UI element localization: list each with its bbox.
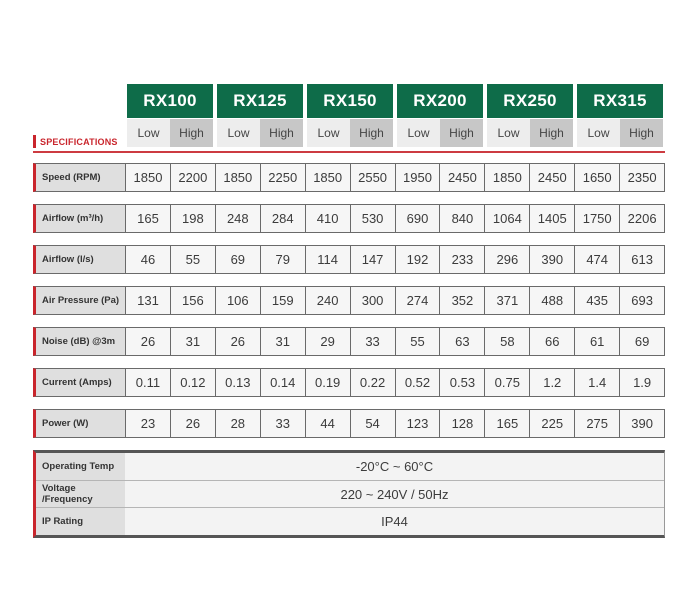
value-cell: 1950 <box>395 164 440 191</box>
value-cell: 46 <box>125 246 170 273</box>
value-cell: 613 <box>619 246 664 273</box>
value-cell: 28 <box>215 410 260 437</box>
value-cell: 300 <box>350 287 395 314</box>
value-cell: 156 <box>170 287 215 314</box>
footer-row <box>36 508 664 535</box>
value-cell: 1.9 <box>619 369 664 396</box>
value-cell: 54 <box>350 410 395 437</box>
value-cell: 1850 <box>484 164 529 191</box>
value-cell: 0.14 <box>260 369 305 396</box>
row-label: Noise (dB) @3m <box>36 328 125 355</box>
value-cell: 58 <box>484 328 529 355</box>
footer-row-label: Voltage /Frequency <box>36 481 125 508</box>
value-cell: 435 <box>574 287 619 314</box>
value-cell: 106 <box>215 287 260 314</box>
value-cell: 390 <box>529 246 574 273</box>
value-cell: 165 <box>484 410 529 437</box>
value-cell: 1850 <box>305 164 350 191</box>
value-cell: 2206 <box>619 205 664 232</box>
specifications-title <box>33 134 118 149</box>
low-high-group-rx100 <box>125 119 215 147</box>
value-cell: 233 <box>439 246 484 273</box>
value-cell: 147 <box>350 246 395 273</box>
low-header: Low <box>127 119 170 147</box>
value-cell: 410 <box>305 205 350 232</box>
model-header-rx125 <box>215 84 305 118</box>
low-high-group-rx150 <box>305 119 395 147</box>
value-cell: 55 <box>170 246 215 273</box>
spec-row <box>33 286 665 315</box>
value-cell: 390 <box>619 410 664 437</box>
value-cell: 690 <box>395 205 440 232</box>
value-cell: 296 <box>484 246 529 273</box>
model-label: RX200 <box>397 84 483 118</box>
value-cell: 33 <box>260 410 305 437</box>
model-label: RX125 <box>217 84 303 118</box>
value-cell: 26 <box>215 328 260 355</box>
value-cell: 274 <box>395 287 440 314</box>
low-header: Low <box>307 119 350 147</box>
model-header-rx200 <box>395 84 485 118</box>
value-cell: 2250 <box>260 164 305 191</box>
value-cell: 488 <box>529 287 574 314</box>
low-high-row <box>125 119 665 147</box>
model-header-rx250 <box>485 84 575 118</box>
value-cell: 2350 <box>619 164 664 191</box>
value-cell: 240 <box>305 287 350 314</box>
value-cell: 530 <box>350 205 395 232</box>
model-header-rx150 <box>305 84 395 118</box>
value-cell: 0.13 <box>215 369 260 396</box>
low-header: Low <box>577 119 620 147</box>
spec-row <box>33 245 665 274</box>
low-high-group-rx200 <box>395 119 485 147</box>
value-cell: 371 <box>484 287 529 314</box>
high-header: High <box>350 119 393 147</box>
value-cell: 1.2 <box>529 369 574 396</box>
value-cell: 55 <box>395 328 440 355</box>
spec-row <box>33 204 665 233</box>
value-cell: 165 <box>125 205 170 232</box>
value-cell: 0.52 <box>395 369 440 396</box>
footer-row-label: IP Rating <box>36 508 125 535</box>
value-cell: 0.75 <box>484 369 529 396</box>
value-cell: 1405 <box>529 205 574 232</box>
value-cell: 31 <box>260 328 305 355</box>
low-high-group-rx125 <box>215 119 305 147</box>
value-cell: 198 <box>170 205 215 232</box>
high-header: High <box>530 119 573 147</box>
value-cell: 225 <box>529 410 574 437</box>
value-cell: 284 <box>260 205 305 232</box>
red-accent-bar <box>33 135 36 148</box>
value-cell: 128 <box>439 410 484 437</box>
row-label: Air Pressure (Pa) <box>36 287 125 314</box>
value-cell: 2450 <box>529 164 574 191</box>
low-header: Low <box>397 119 440 147</box>
row-label: Airflow (m³/h) <box>36 205 125 232</box>
value-cell: 79 <box>260 246 305 273</box>
value-cell: 275 <box>574 410 619 437</box>
value-cell: 69 <box>619 328 664 355</box>
footer-row <box>36 481 664 509</box>
footer-row-value: 220 ~ 240V / 50Hz <box>125 481 664 508</box>
low-high-group-rx315 <box>575 119 665 147</box>
model-header-rx315 <box>575 84 665 118</box>
value-cell: 69 <box>215 246 260 273</box>
row-label: Speed (RPM) <box>36 164 125 191</box>
value-cell: 33 <box>350 328 395 355</box>
high-header: High <box>620 119 663 147</box>
row-label: Power (W) <box>36 410 125 437</box>
model-header-row <box>125 84 665 118</box>
model-label: RX315 <box>577 84 663 118</box>
low-header: Low <box>217 119 260 147</box>
model-label: RX150 <box>307 84 393 118</box>
general-specs-block <box>33 450 665 538</box>
value-cell: 0.12 <box>170 369 215 396</box>
low-header: Low <box>487 119 530 147</box>
value-cell: 1064 <box>484 205 529 232</box>
value-cell: 0.22 <box>350 369 395 396</box>
high-header: High <box>440 119 483 147</box>
value-cell: 66 <box>529 328 574 355</box>
red-underline <box>33 151 665 153</box>
spec-row <box>33 409 665 438</box>
value-cell: 26 <box>125 328 170 355</box>
spec-row <box>33 327 665 356</box>
value-cell: 0.19 <box>305 369 350 396</box>
value-cell: 2200 <box>170 164 215 191</box>
value-cell: 1650 <box>574 164 619 191</box>
value-cell: 114 <box>305 246 350 273</box>
model-label: RX100 <box>127 84 213 118</box>
specifications-label: SPECIFICATIONS <box>40 136 118 147</box>
footer-row <box>36 453 664 481</box>
model-label: RX250 <box>487 84 573 118</box>
model-header-rx100 <box>125 84 215 118</box>
row-label: Airflow (l/s) <box>36 246 125 273</box>
value-cell: 0.11 <box>125 369 170 396</box>
footer-row-label: Operating Temp <box>36 453 125 480</box>
footer-row-value: -20°C ~ 60°C <box>125 453 664 480</box>
value-cell: 123 <box>395 410 440 437</box>
spec-row <box>33 368 665 397</box>
value-cell: 248 <box>215 205 260 232</box>
value-cell: 159 <box>260 287 305 314</box>
value-cell: 1.4 <box>574 369 619 396</box>
high-header: High <box>170 119 213 147</box>
row-label: Current (Amps) <box>36 369 125 396</box>
value-cell: 2450 <box>439 164 484 191</box>
value-cell: 840 <box>439 205 484 232</box>
value-cell: 693 <box>619 287 664 314</box>
value-cell: 31 <box>170 328 215 355</box>
value-cell: 1850 <box>215 164 260 191</box>
value-cell: 29 <box>305 328 350 355</box>
value-cell: 352 <box>439 287 484 314</box>
spec-row <box>33 163 665 192</box>
value-cell: 131 <box>125 287 170 314</box>
high-header: High <box>260 119 303 147</box>
value-cell: 23 <box>125 410 170 437</box>
value-cell: 2550 <box>350 164 395 191</box>
value-cell: 1750 <box>574 205 619 232</box>
low-high-group-rx250 <box>485 119 575 147</box>
value-cell: 474 <box>574 246 619 273</box>
value-cell: 1850 <box>125 164 170 191</box>
value-cell: 44 <box>305 410 350 437</box>
value-cell: 0.53 <box>439 369 484 396</box>
value-cell: 63 <box>439 328 484 355</box>
value-cell: 192 <box>395 246 440 273</box>
value-cell: 26 <box>170 410 215 437</box>
value-cell: 61 <box>574 328 619 355</box>
footer-row-value: IP44 <box>125 508 664 535</box>
